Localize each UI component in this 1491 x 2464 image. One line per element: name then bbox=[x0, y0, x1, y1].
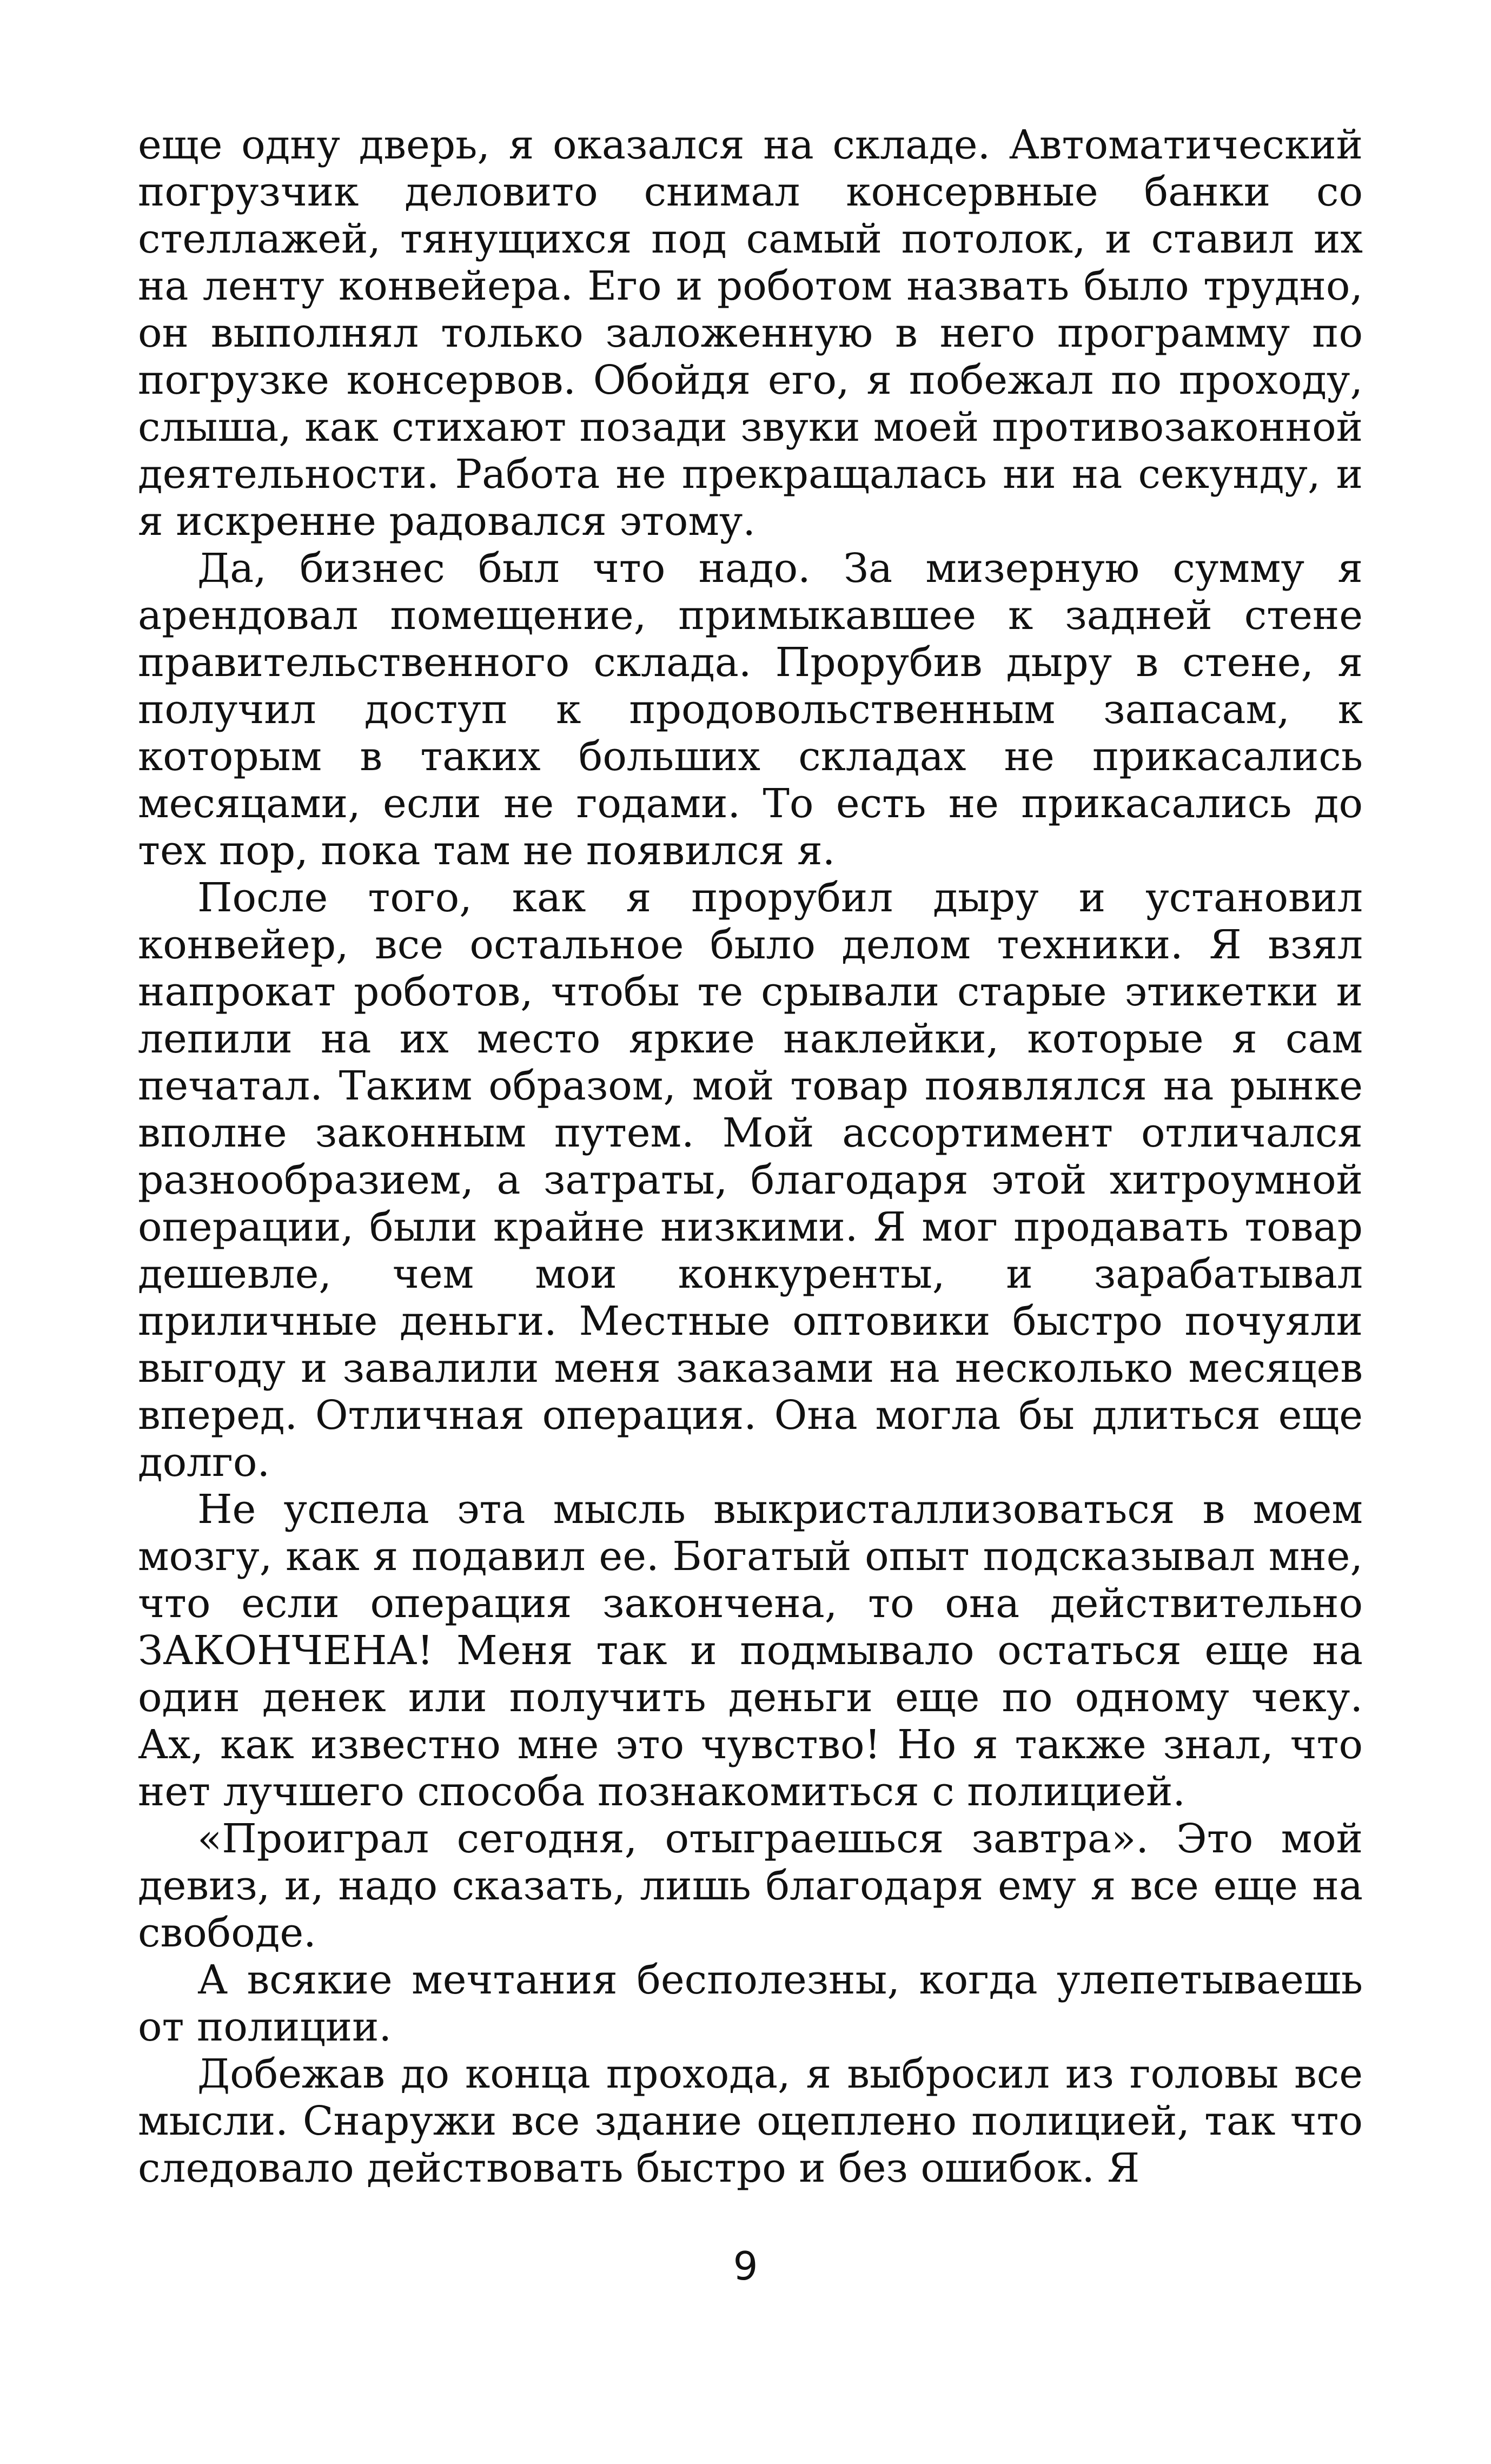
paragraph-4: Не успела эта мысль выкристаллизоваться в моем мозгу, как я подавил ее. Богатый опыт подсказывал мне, что если операция закончена, то она действительно ЗАКОНЧЕНА! Меня так и подмывало остаться еще на один денек или получить деньги еще по одному чеку. Ах, как известно мне это чувство! Но я также знал, что нет лучшего способа познакомиться с полицией. bbox=[138, 1486, 1363, 1815]
page-number: 9 bbox=[733, 2243, 758, 2289]
body-text bbox=[138, 122, 1363, 2192]
paragraph-3: После того, как я прорубил дыру и установил конвейер, все остальное было делом техники. Я взял напрокат роботов, чтобы те срывали старые этикетки и лепили на их место яркие наклейки, которые я сам печатал. Таким образом, мой товар появлялся на рынке вполне законным путем. Мой ассортимент отличался разнообразием, а затраты, благодаря этой хитроумной операции, были крайне низкими. Я мог продавать товар дешевле, чем мои конкуренты, и зарабатывал приличные деньги. Местные оптовики быстро почуяли выгоду и завалили меня заказами на несколько месяцев вперед. Отличная операция. Она могла бы длиться еще долго. bbox=[138, 875, 1363, 1486]
paragraph-5: «Проиграл сегодня, отыграешься завтра». Это мой девиз, и, надо сказать, лишь благодаря ему я все еще на свободе. bbox=[138, 1816, 1363, 1956]
paragraph-6: А всякие мечтания бесполезны, когда улепетываешь от полиции. bbox=[138, 1957, 1363, 2050]
paragraph-7: Добежав до конца прохода, я выбросил из головы все мысли. Снаружи все здание оцеплено полицией, так что следовало действовать быстро и без ошибок. Я bbox=[138, 2051, 1363, 2191]
paragraph-1: еще одну дверь, я оказался на складе. Автоматический погрузчик деловито снимал консервные банки со стеллажей, тянущихся под самый потолок, и ставил их на ленту конвейера. Его и роботом назвать было трудно, он выполнял только заложенную в него программу по погрузке консервов. Обойдя его, я побежал по проходу, слыша, как стихают позади звуки моей противозаконной деятельности. Работа не прекращалась ни на секунду, и я искренне радовался этому. bbox=[138, 122, 1363, 545]
paragraph-2: Да, бизнес был что надо. За мизерную сумму я арендовал помещение, примыкавшее к задней стене правительственного склада. Прорубив дыру в стене, я получил доступ к продовольственным запасам, к которым в таких больших складах не прикасались месяцами, если не годами. То есть не прикасались до тех пор, пока там не появился я. bbox=[138, 545, 1363, 874]
